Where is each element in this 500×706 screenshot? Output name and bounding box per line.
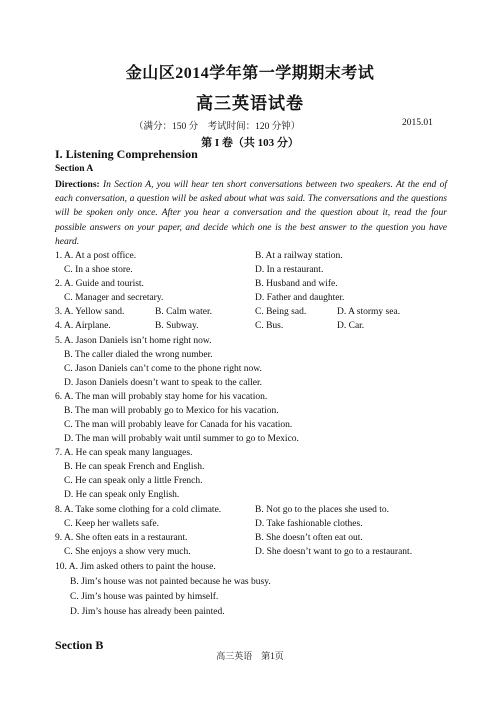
q4-option-d: D. Car. xyxy=(337,321,365,331)
q5-option-c: C. Jason Daniels can’t come to the phone right now. xyxy=(64,364,262,374)
q4-option-c: C. Bus. xyxy=(255,321,284,331)
section-b-heading: Section B xyxy=(55,638,104,652)
q8-option-a: 8. A. Take some clothing for a cold climate. xyxy=(55,505,222,515)
q1-option-d: D. In a restaurant. xyxy=(255,265,324,275)
exam-title: 金山区2014学年第一学期期末考试 xyxy=(125,65,375,82)
q2-option-b: B. Husband and wife. xyxy=(255,279,338,289)
q7-option-c: C. He can speak only a little French. xyxy=(64,476,203,486)
q6-option-d: D. The man will probably wait until summer to go to Mexico. xyxy=(64,434,299,444)
directions xyxy=(55,178,447,249)
q2-option-d: D. Father and daughter. xyxy=(255,293,345,303)
q3-option-a: 3. A. Yellow sand. xyxy=(55,307,125,317)
q8-option-c: C. Keep her wallets safe. xyxy=(64,519,159,529)
q5-option-d: D. Jason Daniels doesn’t want to speak to the caller. xyxy=(64,378,262,388)
q6-option-b: B. The man will probably go to Mexico for his vacation. xyxy=(64,406,279,416)
q10-option-c: C. Jim’s house was painted by himself. xyxy=(70,592,219,602)
q1-option-a: 1. A. At a post office. xyxy=(55,251,137,261)
volume-heading: 第 I 卷（共 103 分） xyxy=(201,137,299,149)
q1-option-b: B. At a railway station. xyxy=(255,251,343,261)
q10-option-a: 10. A. Jim asked others to paint the house. xyxy=(55,562,216,572)
q9-option-c: C. She enjoys a show very much. xyxy=(64,547,191,557)
q9-option-d: D. She doesn’t want to go to a restaurant. xyxy=(255,547,413,557)
directions-label: Directions: xyxy=(55,180,100,190)
exam-info: （满分：150 分 考试时间：120 分钟） xyxy=(134,122,301,132)
q6-option-c: C. The man will probably leave for Canada for his vacation. xyxy=(64,420,293,430)
q7-option-a: 7. A. He can speak many languages. xyxy=(55,448,193,458)
q1-option-c: C. In a shoe store. xyxy=(64,265,133,275)
q2-option-a: 2. A. Guide and tourist. xyxy=(55,279,144,289)
part-heading: I. Listening Comprehension xyxy=(55,147,198,161)
q7-option-d: D. He can speak only English. xyxy=(64,490,180,500)
q3-option-c: C. Being sad. xyxy=(255,307,307,317)
q3-option-b: B. Calm water. xyxy=(155,307,212,317)
page-footer: 高三英语 第1页 xyxy=(216,651,284,661)
q2-option-c: C. Manager and secretary. xyxy=(64,293,164,303)
q8-option-b: B. Not go to the places she used to. xyxy=(255,505,390,515)
q4-option-b: B. Subway. xyxy=(155,321,199,331)
q5-option-a: 5. A. Jason Daniels isn’t home right now. xyxy=(55,336,212,346)
q6-option-a: 6. A. The man will probably stay home for his vacation. xyxy=(55,392,268,402)
q4-option-a: 4. A. Airplane. xyxy=(55,321,111,331)
exam-subtitle: 高三英语试卷 xyxy=(196,94,304,113)
q9-option-b: B. She doesn’t often eat out. xyxy=(255,533,363,543)
q9-option-a: 9. A. She often eats in a restaurant. xyxy=(55,533,188,543)
q10-option-d: D. Jim’s house has already been painted. xyxy=(70,607,225,617)
q8-option-d: D. Take fashionable clothes. xyxy=(255,519,363,529)
q10-option-b: B. Jim’s house was not painted because he was busy. xyxy=(70,577,271,587)
exam-date: 2015.01 xyxy=(402,118,433,128)
q5-option-b: B. The caller dialed the wrong number. xyxy=(64,350,213,360)
section-a-heading: Section A xyxy=(55,164,94,174)
directions-text: In Section A, you will hear ten short conversations between two speakers. At the end of each conversation, a question will be asked about what was said. The conversations and the questions will be spoken only once. After you hear a conversation and the question about it, read the four possible answers on your paper, and decide which one is the best answer to the question you have heard. xyxy=(55,180,447,247)
q7-option-b: B. He can speak French and English. xyxy=(64,462,205,472)
q3-option-d: D. A stormy sea. xyxy=(337,307,401,317)
